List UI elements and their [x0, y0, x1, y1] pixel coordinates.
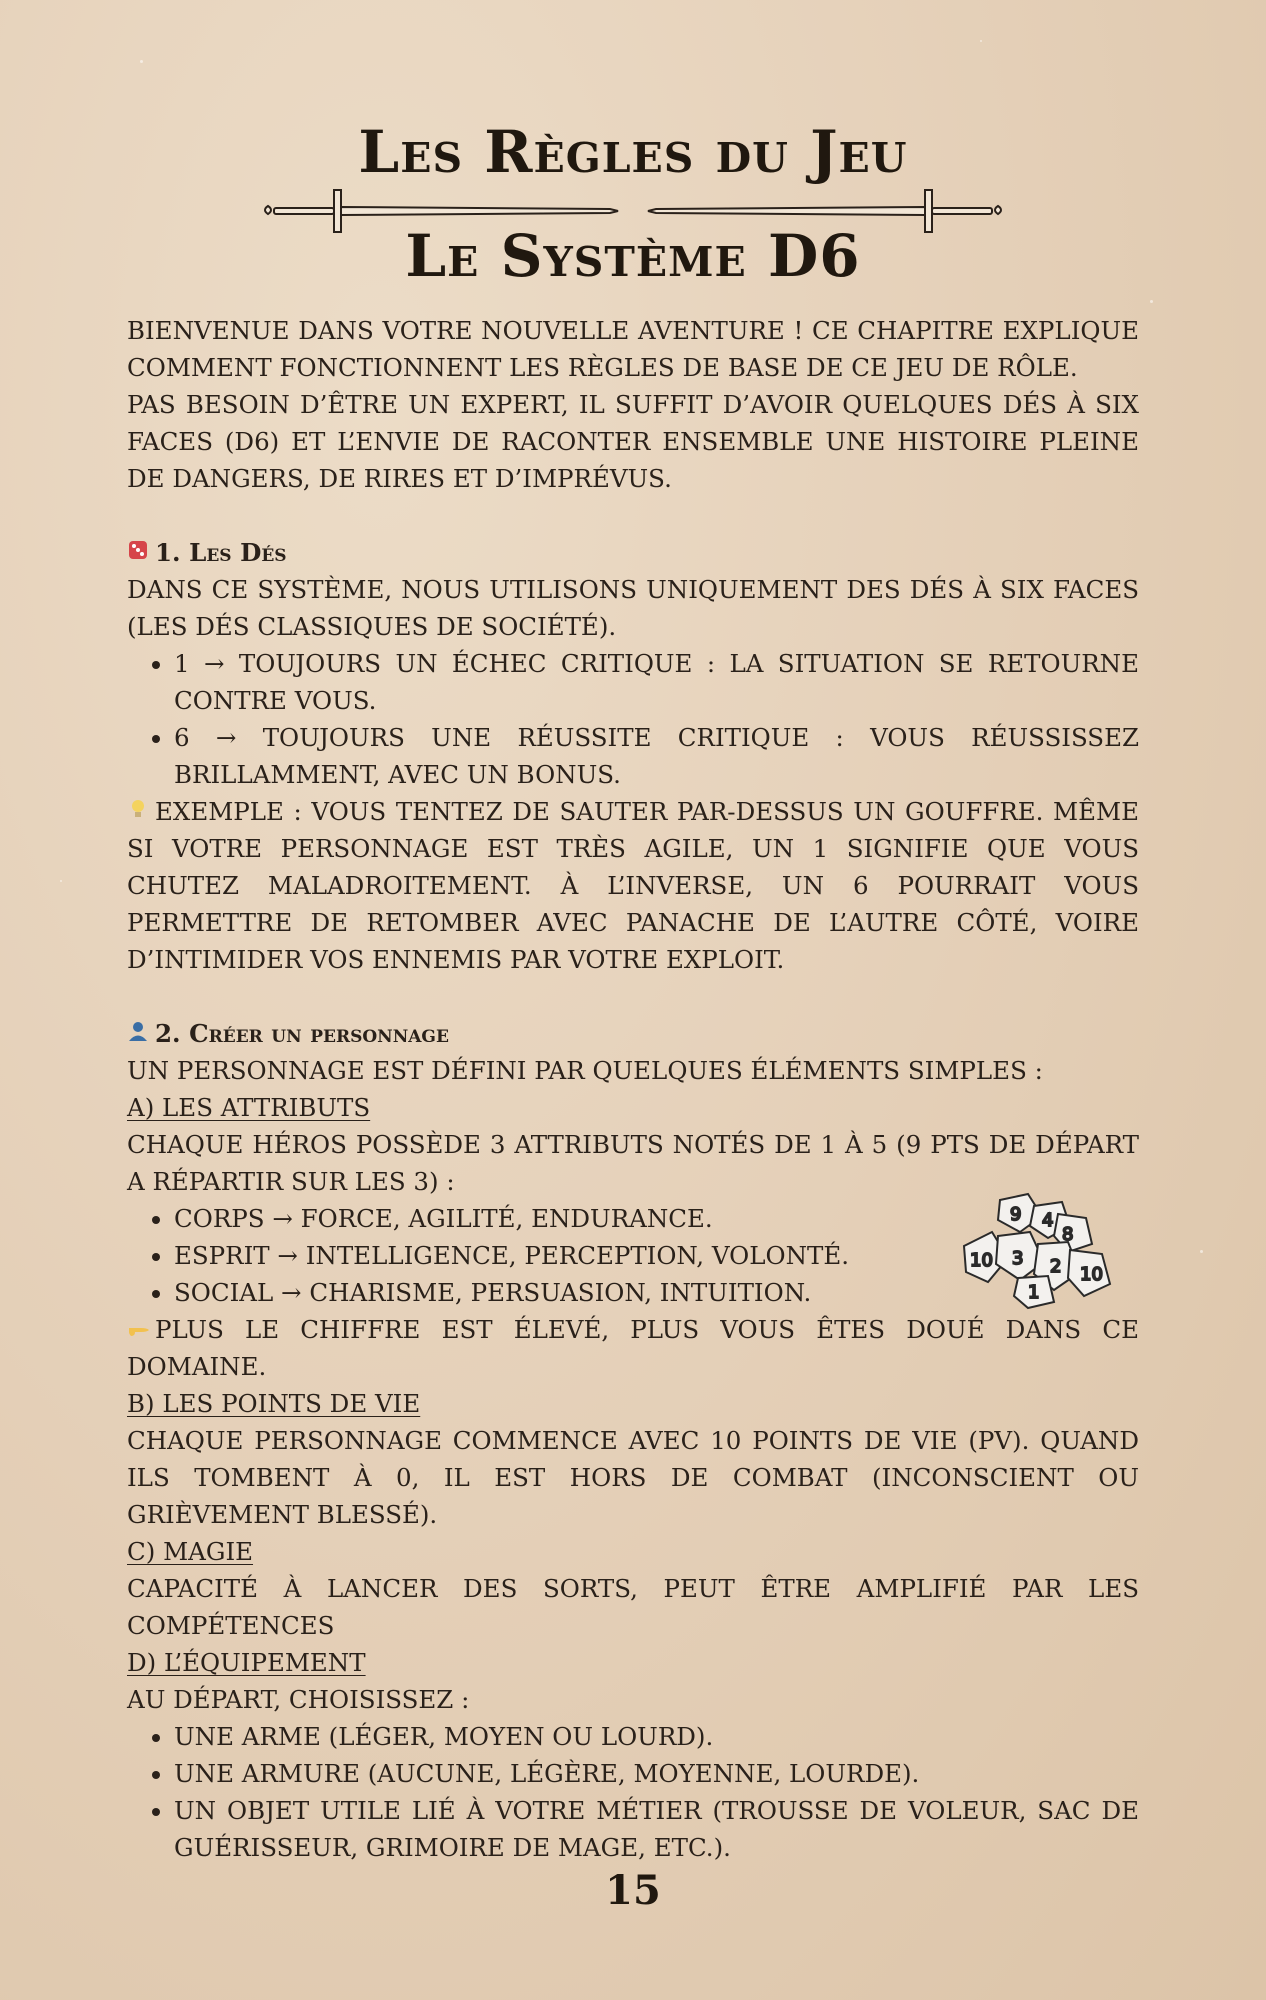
list-item: • ESPRIT → INTELLIGENCE, PERCEPTION, VOLONTÉ.	[174, 1237, 1139, 1274]
rules-content	[127, 312, 1139, 1866]
magic-text: CAPACITÉ À LANCER DES SORTS, PEUT ÊTRE AMPLIFIÉ PAR LES COMPÉTENCES	[127, 1574, 1139, 1640]
example-paragraph: EXEMPLE : VOUS TENTEZ DE SAUTER PAR-DESSUS UN GOUFFRE. MÊME SI VOTRE PERSONNAGE EST TRÈS AGILE, UN 1 SIGNIFIE QUE VOUS CHUTEZ MALADROITEMENT. À L’INVERSE, UN 6 POURRAIT VOUS PERMETTRE DE RETOMBER AVEC PANACHE DE L’AUTRE CÔTÉ, VOIRE D’INTIMIDER VOS ENNEMIS PAR VOTRE EXPLOIT.	[127, 793, 1139, 978]
page-title: Les Règles du Jeu	[358, 118, 908, 186]
section-dice-text: DANS CE SYSTÈME, NOUS UTILISONS UNIQUEMENT DES DÉS À SIX FACES (LES DÉS CLASSIQUES DE SOCIÉTÉ).	[127, 575, 1139, 641]
die-face: 9	[1010, 1204, 1022, 1225]
attributes-heading: A) LES ATTRIBUTS	[127, 1093, 371, 1122]
die-face: 10	[1080, 1264, 1103, 1285]
section-character-title: 2. Créer un personnage	[127, 1015, 1139, 1052]
equipment-heading: D) L’ÉQUIPEMENT	[127, 1648, 366, 1677]
attributes-note: PLUS LE CHIFFRE EST ÉLEVÉ, PLUS VOUS ÊTES DOUÉ DANS CE DOMAINE.	[127, 1311, 1139, 1385]
die-face: 3	[1012, 1248, 1024, 1269]
list-item: • CORPS → FORCE, AGILITÉ, ENDURANCE.	[174, 1200, 1139, 1237]
dice-pile-icon	[958, 1192, 1118, 1310]
pointing-hand-icon	[127, 1311, 149, 1348]
list-item: • UNE ARMURE (AUCUNE, LÉGÈRE, MOYENNE, LOURDE).	[174, 1755, 1139, 1792]
parchment-speck	[1200, 1250, 1203, 1253]
hp-text: CHAQUE PERSONNAGE COMMENCE AVEC 10 POINTS DE VIE (PV). QUAND ILS TOMBENT À 0, IL EST HORS DE COMBAT (INCONSCIENT OU GRIÈVEMENT BLESSÉ).	[127, 1426, 1139, 1529]
parchment-speck	[140, 60, 143, 63]
magic-heading: C) MAGIE	[127, 1537, 254, 1566]
dice-icon	[127, 534, 149, 571]
parchment-speck	[1150, 300, 1153, 303]
list-item: • SOCIAL → CHARISME, PERSUASION, INTUITION.	[174, 1274, 1139, 1311]
die-face: 1	[1028, 1282, 1040, 1303]
list-item: • 1 → TOUJOURS UN ÉCHEC CRITIQUE : LA SITUATION SE RETOURNE CONTRE VOUS.	[174, 645, 1139, 719]
intro-paragraph: BIENVENUE DANS VOTRE NOUVELLE AVENTURE ! CE CHAPITRE EXPLIQUE COMMENT FONCTIONNENT LES RÈGLES DE BASE DE CE JEU DE RÔLE.	[127, 316, 1139, 382]
hp-heading: B) LES POINTS DE VIE	[127, 1389, 421, 1418]
list-item: • UNE ARME (LÉGER, MOYEN OU LOURD).	[174, 1718, 1139, 1755]
section-dice-title: 1. Les Dés	[127, 534, 1139, 571]
lightbulb-icon	[127, 793, 149, 830]
dice-results-list	[127, 645, 1139, 793]
intro-paragraph: PAS BESOIN D’ÊTRE UN EXPERT, IL SUFFIT D’AVOIR QUELQUES DÉS À SIX FACES (D6) ET L’ENVIE DE RACONTER ENSEMBLE UNE HISTOIRE PLEINE DE DANGERS, DE RIRES ET D’IMPRÉVUS.	[127, 390, 1139, 493]
list-item: • 6 → TOUJOURS UNE RÉUSSITE CRITIQUE : VOUS RÉUSSISSEZ BRILLAMMENT, AVEC UN BONUS.	[174, 719, 1139, 793]
list-item: • UN OBJET UTILE LIÉ À VOTRE MÉTIER (TROUSSE DE VOLEUR, SAC DE GUÉRISSEUR, GRIMOIRE DE MAGE, ETC.).	[174, 1792, 1139, 1866]
page-subtitle: Le Système D6	[405, 222, 861, 290]
parchment-speck	[980, 40, 982, 42]
die-face: 4	[1042, 1210, 1054, 1231]
die-face: 10	[970, 1250, 993, 1271]
page-number: 15	[605, 1867, 661, 1914]
person-icon	[127, 1015, 149, 1052]
parchment-speck	[60, 880, 62, 882]
equipment-text: AU DÉPART, CHOISISSEZ :	[127, 1685, 470, 1714]
die-face: 2	[1050, 1256, 1062, 1277]
die-face: 8	[1062, 1224, 1074, 1245]
equipment-list	[127, 1718, 1139, 1866]
section-character-text: UN PERSONNAGE EST DÉFINI PAR QUELQUES ÉLÉMENTS SIMPLES :	[127, 1056, 1043, 1085]
attributes-text: CHAQUE HÉROS POSSÈDE 3 ATTRIBUTS NOTÉS DE 1 À 5 (9 PTS DE DÉPART A RÉPARTIR SUR LES 3) :	[127, 1130, 1139, 1196]
